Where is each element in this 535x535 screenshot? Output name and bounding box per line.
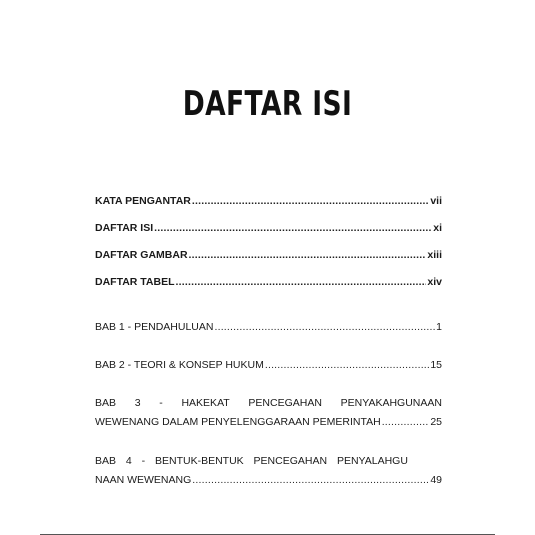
toc-entry-bab-1[interactable] (95, 320, 442, 334)
toc-entry-bab-2[interactable] (95, 358, 442, 372)
toc-leader-dots (189, 248, 427, 262)
toc-label: NAAN WEWENANG (95, 474, 192, 486)
toc-label: KATA PENGANTAR (95, 195, 191, 207)
toc-label: DAFTAR GAMBAR (95, 249, 188, 261)
toc-word: PENYALAHGU (336, 455, 408, 467)
toc-leader-dots (192, 473, 429, 487)
toc-page-number: 15 (430, 359, 442, 371)
toc-leader-dots (382, 415, 430, 429)
toc-word: PENCEGAHAN (253, 455, 328, 467)
toc-entry-daftar-isi[interactable] (95, 221, 442, 235)
toc-page-number: xiii (427, 249, 442, 261)
toc-leader-dots (192, 194, 429, 208)
toc-entry-daftar-tabel[interactable] (95, 275, 442, 289)
toc-leader-dots (176, 275, 427, 289)
toc-page-number: 49 (430, 474, 442, 486)
toc-label: WEWENANG DALAM PENYELENGGARAAN PEMERINTAH (95, 416, 381, 428)
toc-leader-dots (214, 320, 435, 334)
toc-word: HAKEKAT (181, 397, 230, 409)
toc-word: PENCEGAHAN (248, 397, 322, 409)
toc-page-number: 1 (436, 321, 442, 333)
toc-label: BAB 1 - PENDAHULUAN (95, 321, 214, 333)
toc-label: DAFTAR TABEL (95, 276, 175, 288)
toc-label: BAB 2 - TEORI & KONSEP HUKUM (95, 359, 264, 371)
toc-word: BAB (95, 397, 117, 409)
toc-page-number: 25 (430, 416, 442, 428)
toc-word: 4 (125, 455, 132, 467)
toc-word: 3 (134, 397, 141, 409)
toc-word: - (159, 397, 163, 409)
toc-entry-daftar-gambar[interactable] (95, 248, 442, 262)
toc-label-line-1 (95, 454, 408, 468)
toc-entry-kata-pengantar[interactable] (95, 194, 442, 208)
toc-word: PENYAKAHGUNAAN (340, 397, 442, 409)
toc-label-line-1 (95, 396, 442, 410)
toc-label-line-2 (95, 473, 442, 487)
toc-page-number: vii (430, 195, 442, 207)
toc-leader-dots (154, 221, 432, 235)
toc-label: DAFTAR ISI (95, 222, 154, 234)
toc-leader-dots (265, 358, 429, 372)
page-title: DAFTAR ISI (182, 84, 353, 124)
toc-word: BENTUK-BENTUK (154, 455, 244, 467)
toc-word: BAB (95, 455, 117, 467)
toc-word: - (141, 455, 146, 467)
toc-label-line-2 (95, 415, 442, 429)
toc-page-number: xiv (427, 276, 442, 288)
toc-page-number: xi (433, 222, 442, 234)
